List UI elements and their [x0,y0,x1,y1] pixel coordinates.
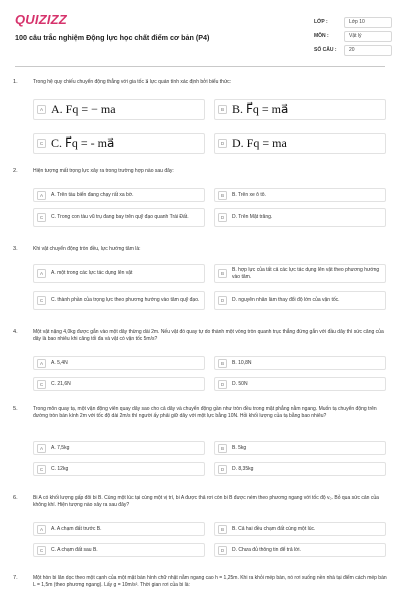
option-text: A. A chạm đất trước B. [51,525,102,532]
answer-option-a[interactable] [33,356,205,370]
option-text: A. 5,4N [51,359,68,366]
option-text: B. Cả hai đều chạm đất cùng một lúc. [232,525,316,532]
answer-option-a[interactable] [33,264,205,283]
option-text: C. thành phần của trọng lực theo phương hướng vào tâm quỹ đạo. [51,297,200,304]
question-text: Hiện tượng mất trọng lực xảy ra trong trường hợp nào sau đây: [33,168,174,174]
option-text: D. nguyên nhân làm thay đổi độ lớn của vận tốc. [232,297,340,304]
option-letter: B [218,525,227,534]
question-text: Trong hệ quy chiếu chuyển động thẳng với gia tốc a⃗ lực quán tính xác định bởi biểu thức: [33,79,232,85]
option-letter: B [218,105,227,114]
question-number: 1. [13,79,18,85]
header-divider [15,66,385,67]
answer-option-d[interactable] [214,543,386,557]
option-letter: A [37,269,46,278]
question-text: Bi A có khối lượng gấp đôi bi B. Cùng một lúc tại cùng một vị trí, bi A được thả rơi còn bi B được ném theo phương ngang với tốc độ v₀. Bỏ qua sức cản của không khí. Hiện tượng nào xảy ra sau đây? [33,495,379,509]
option-letter: C [37,213,46,222]
option-text: C. 12kg [51,465,69,472]
option-text: A. Trên tàu biển đang chạy rất xa bờ. [51,191,134,198]
option-text: D. 8,35kg [232,465,254,472]
option-letter: C [37,465,46,474]
answer-option-c[interactable] [33,133,205,154]
option-letter: B [218,359,227,368]
answer-option-c[interactable] [33,462,205,476]
question-number: 2. [13,168,18,174]
answer-option-a[interactable] [33,188,205,202]
option-text: B. 10,8N [232,359,252,366]
quizizz-logo: QUIZIZZ [15,12,67,27]
option-text: B. F⃗q = ma⃗ [232,102,289,116]
page-header [0,0,400,62]
option-letter: B [218,269,227,278]
option-letter: B [218,191,227,200]
answer-option-a[interactable] [33,522,205,536]
question-text: Trong môn quay tạ, một vận động viên quay dây sao cho cả dây và chuyển động gần như tròn đều trong mặt phẳng nằm ngang. Muốn tạ chuyển động trên đường tròn bán kính 2m với tốc độ dài 2m/s thì người ấy phải giữ dây với một lực bằng 10N. Hỏi khối lượng của tạ bằng bao nhiêu? [33,406,377,420]
answer-option-c[interactable] [33,377,205,391]
question-number: 5. [13,406,18,412]
quiz-meta [314,15,392,57]
option-text: C. A chạm đất sau B. [51,546,98,553]
meta-row-subject [314,29,392,43]
option-letter: B [218,444,227,453]
answer-option-a[interactable] [33,99,205,120]
answer-option-d[interactable] [214,291,386,310]
option-text: D. Fq = ma [232,136,287,150]
option-letter: D [218,380,227,389]
meta-value-field: 20 [344,45,392,56]
option-letter: C [37,380,46,389]
answer-option-d[interactable] [214,377,386,391]
answer-option-d[interactable] [214,462,386,476]
answer-option-b[interactable] [214,264,386,283]
option-letter: D [218,546,227,555]
answer-option-a[interactable] [33,441,205,455]
option-text: D. Chưa đủ thông tin để trả lời. [232,546,301,553]
meta-label: MÔN : [314,33,329,39]
option-letter: C [37,296,46,305]
option-letter: D [218,296,227,305]
meta-label: LỚP : [314,19,328,25]
option-letter: D [218,465,227,474]
question-number: 3. [13,246,18,252]
question-text: Một vật nặng 4,0kg được gắn vào một dây thừng dài 2m. Nếu vật đó quay tự do thành một vòng tròn quanh trục thẳng đứng gắn với đầu dây thì sức căng của dây là bao nhiêu khi căng tối đa và vật có vận tốc 5m/s? [33,329,384,343]
answer-option-c[interactable] [33,543,205,557]
question-number: 6. [13,495,18,501]
answer-option-c[interactable] [33,291,205,310]
option-text: A. một trong các lực tác dụng lên vật [51,270,133,277]
option-text: C. F⃗q = - ma⃗ [51,136,115,150]
option-text: A. Fq = − ma [51,102,116,116]
question-text: Khi vật chuyển động tròn đều, lực hướng tâm là: [33,246,141,252]
quiz-title: 100 câu trắc nghiệm Động lực học chất điểm cơ bản (P4) [15,33,210,42]
meta-value-field: Vật lý [344,31,392,42]
option-letter: A [37,525,46,534]
option-text: A. 7,5kg [51,444,70,451]
option-text: B. Trên xe ô tô. [232,191,266,198]
question-text: Một hòn bi lăn dọc theo một cạnh của một mặt bàn hình chữ nhật nằm ngang cao h = 1,25m. Khi ra khỏi mép bàn, nó rơi xuống nền nhà tại điểm cách mép bàn L = 1,5m (theo phương ngang). Lấy g = 10m/s². Thời gian rơi của bi là: [33,575,387,589]
meta-row-count [314,43,392,57]
answer-option-c[interactable] [33,208,205,227]
option-text: D. Trên Mặt trăng. [232,214,273,221]
answer-option-d[interactable] [214,208,386,227]
option-text: D. 50N [232,380,248,387]
answer-option-b[interactable] [214,99,386,120]
option-letter: A [37,444,46,453]
answer-option-b[interactable] [214,441,386,455]
option-letter: D [218,139,227,148]
option-letter: A [37,105,46,114]
option-text: C. Trong con tàu vũ trụ đang bay trên quỹ đạo quanh Trái Đất. [51,214,189,221]
meta-row-class [314,15,392,29]
option-letter: A [37,191,46,200]
question-number: 4. [13,329,18,335]
answer-option-b[interactable] [214,356,386,370]
answer-option-b[interactable] [214,188,386,202]
option-letter: A [37,359,46,368]
meta-label: SỐ CÂU : [314,47,337,53]
answer-option-b[interactable] [214,522,386,536]
option-text: C. 21,6N [51,380,71,387]
answer-option-d[interactable] [214,133,386,154]
question-number: 7. [13,575,18,581]
option-text: B. 5kg [232,444,247,451]
option-letter: D [218,213,227,222]
option-text: B. hợp lực của tất cả các lực tác dụng lên vật theo phương hướng vào tâm. [232,267,380,280]
meta-value-field: Lớp 10 [344,17,392,28]
option-letter: C [37,546,46,555]
option-letter: C [37,139,46,148]
